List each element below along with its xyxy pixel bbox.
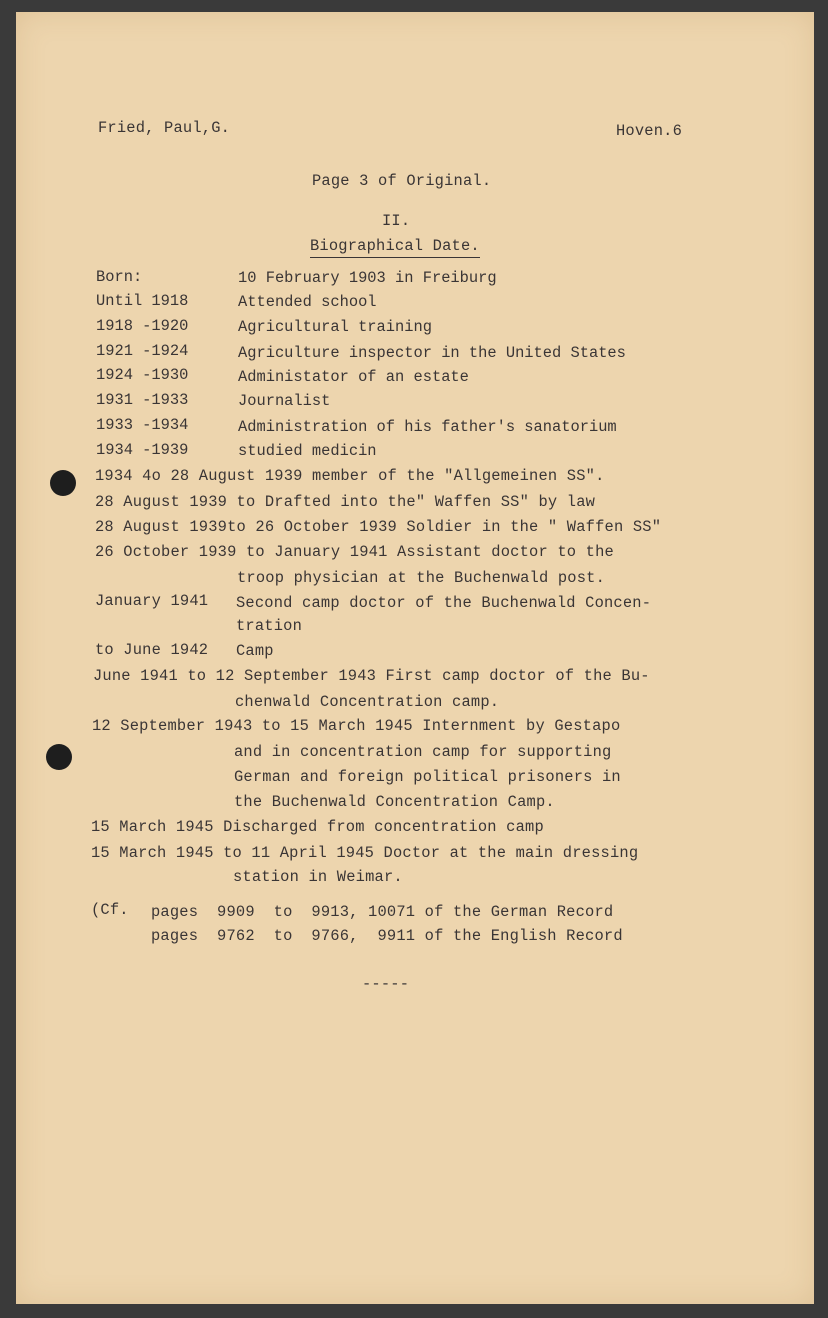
table-row-text: Agricultural training — [238, 318, 432, 336]
biography-line: 28 August 1939 to Drafted into the" Waffen SS" by law — [95, 493, 596, 511]
table-row-text: Journalist — [238, 392, 331, 410]
table-row-date: 1924 -1930 — [96, 366, 189, 384]
biography-line: 15 March 1945 Discharged from concentration camp — [91, 818, 544, 836]
biography-line: Second camp doctor of the Buchenwald Concen- — [236, 594, 652, 612]
biography-line: the Buchenwald Concentration Camp. — [234, 793, 555, 811]
section-title: Biographical Date. — [310, 236, 480, 256]
table-row-text: Agriculture inspector in the United States — [238, 344, 626, 362]
biography-line: June 1941 to 12 September 1943 First camp doctor of the Bu- — [93, 667, 650, 685]
table-row-date: 1918 -1920 — [96, 317, 189, 335]
punch-hole — [46, 744, 72, 770]
table-row-text: 10 February 1903 in Freiburg — [238, 269, 497, 287]
document-reference: Hoven.6 — [616, 122, 683, 140]
punch-hole — [50, 470, 76, 496]
biography-line: Camp — [236, 642, 274, 660]
biography-line: German and foreign political prisoners in — [234, 768, 621, 786]
biography-line: and in concentration camp for supporting — [234, 743, 612, 761]
table-row-date: 1933 -1934 — [96, 416, 189, 434]
table-row-date: Born: — [96, 268, 143, 286]
table-row-text: studied medicin — [238, 442, 377, 460]
person-name: Fried, Paul,G. — [98, 119, 231, 137]
biography-line: 26 October 1939 to January 1941 Assistant doctor to the — [95, 543, 614, 561]
reference-prefix: (Cf. — [91, 901, 129, 919]
separator: ----- — [362, 975, 410, 993]
biography-line: 28 August 1939to 26 October 1939 Soldier in the " Waffen SS" — [95, 518, 662, 536]
biography-line: 12 September 1943 to 15 March 1945 Internment by Gestapo — [92, 717, 621, 735]
biography-line: chenwald Concentration camp. — [235, 693, 500, 711]
biography-line: 15 March 1945 to 11 April 1945 Doctor at the main dressing — [91, 844, 639, 862]
section-number: II. — [382, 212, 411, 230]
reference-line: pages 9909 to 9913, 10071 of the German Record — [151, 903, 614, 921]
table-row-text: Administration of his father's sanatorium — [238, 418, 617, 436]
biography-line: troop physician at the Buchenwald post. — [237, 569, 605, 587]
table-row-text: Administator of an estate — [238, 368, 469, 386]
table-row-date: 1934 -1939 — [96, 441, 189, 459]
table-row-text: Attended school — [238, 293, 377, 311]
table-row-date: 1931 -1933 — [96, 391, 189, 409]
biography-line: to June 1942 — [95, 641, 209, 659]
biography-line: tration — [236, 617, 303, 635]
biography-line: January 1941 — [95, 592, 209, 610]
reference-line: pages 9762 to 9766, 9911 of the English Record — [151, 927, 623, 945]
page-note: Page 3 of Original. — [312, 172, 492, 190]
table-row-date: 1921 -1924 — [96, 342, 189, 360]
biography-line: 1934 4o 28 August 1939 member of the "Allgemeinen SS". — [95, 467, 605, 485]
table-row-date: Until 1918 — [96, 292, 189, 310]
biography-line: station in Weimar. — [233, 868, 403, 886]
